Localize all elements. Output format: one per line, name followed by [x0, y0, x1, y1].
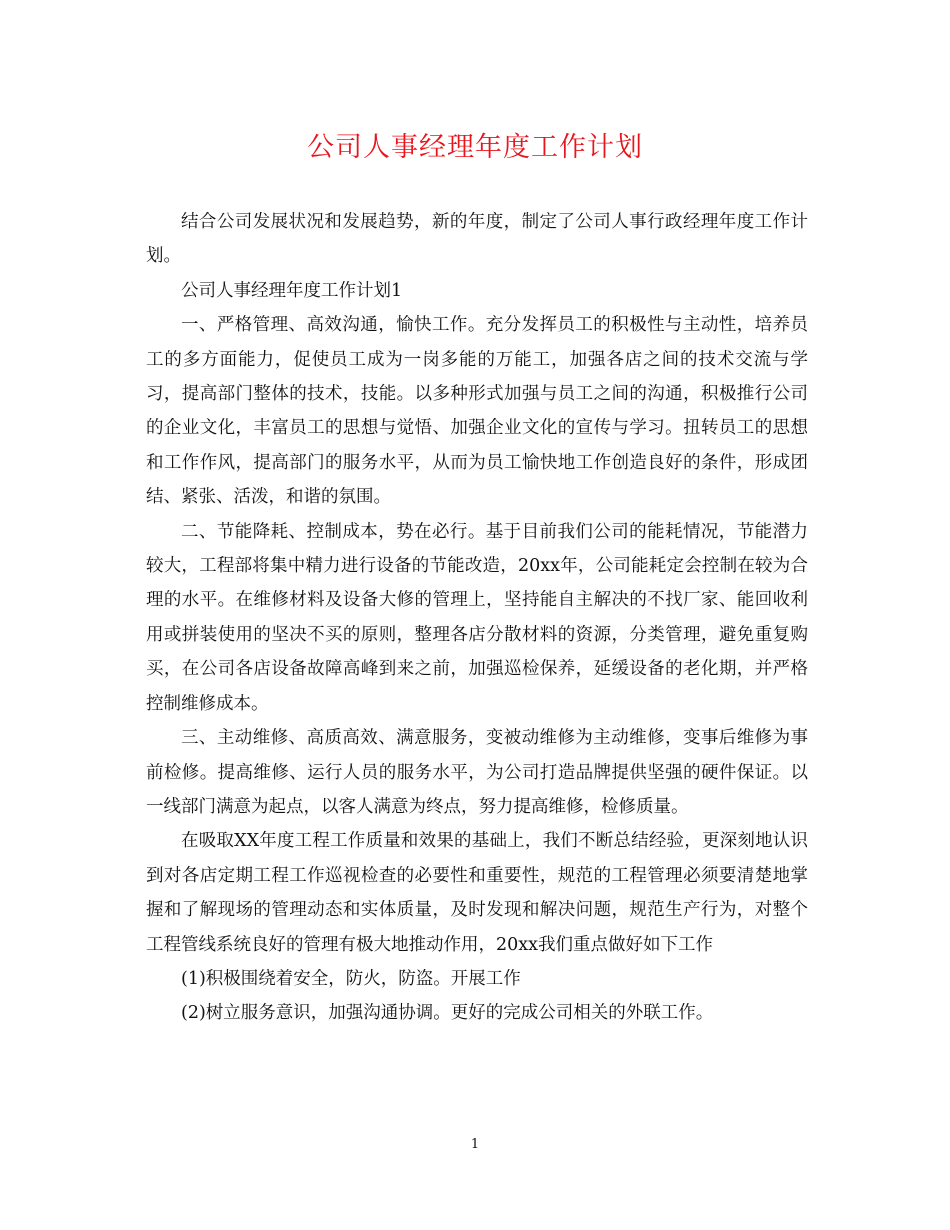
paragraph-item-1: (1)积极围绕着安全，防火，防盗。开展工作 [181, 968, 521, 989]
page-number: 1 [470, 1137, 480, 1152]
paragraph-section-1: 一、严格管理、高效沟通，愉快工作。充分发挥员工的积极性与主动性，培养员工的多方面能力，促使员工成为一岗多能的万能工，加强各店之间的技术交流与学习，提高部门整体的技术，技能。以多种形式加强与员工之间的沟通，积极推行公司的企业文化，丰富员工的思想与觉悟、加强企业文化的宣传与学习。扭转员工的思想和工作作风，提高部门的服务水平，从而为员工愉快地工作创造良好的条件，形成团结、紧张、活泼，和谐的氛围。 [146, 315, 808, 508]
paragraph-summary: 在吸取XX年度工程工作质量和效果的基础上，我们不断总结经验，更深刻地认识到对各店定期工程工作巡视检查的必要性和重要性，规范的工程管理必须要清楚地掌握和了解现场的管理动态和实体质量，及时发现和解决问题，规范生产行为，对整个工程管线系统良好的管理有极大地推动作用，20xx我们重点做好如下工作 [146, 831, 808, 955]
paragraph-item-2: (2)树立服务意识，加强沟通协调。更好的完成公司相关的外联工作。 [181, 1003, 714, 1024]
paragraph-section-3: 三、主动维修、高质高效、满意服务，变被动维修为主动维修，变事后维修为事前检修。提高维修、运行人员的服务水平，为公司打造品牌提供坚强的硬件保证。以一线部门满意为起点，以客人满意为终点，努力提高维修，检修质量。 [146, 728, 808, 817]
paragraph-section-2: 二、节能降耗、控制成本，势在必行。基于目前我们公司的能耗情况，节能潜力较大，工程部将集中精力进行设备的节能改造，20xx年，公司能耗定会控制在较为合理的水平。在维修材料及设备大修的管理上，坚持能自主解决的不找厂家、能回收利用或拼装使用的坚决不买的原则，整理各店分散材料的资源，分类管理，避免重复购买，在公司各店设备故障高峰到来之前，加强巡检保养，延缓设备的老化期，并严格控制维修成本。 [146, 521, 808, 714]
document-title: 公司人事经理年度工作计划 [307, 132, 643, 163]
document-body [146, 205, 808, 1031]
paragraph-intro: 结合公司发展状况和发展趋势，新的年度，制定了公司人事行政经理年度工作计划。 [146, 212, 808, 267]
paragraph-plan-heading: 公司人事经理年度工作计划1 [181, 280, 403, 301]
